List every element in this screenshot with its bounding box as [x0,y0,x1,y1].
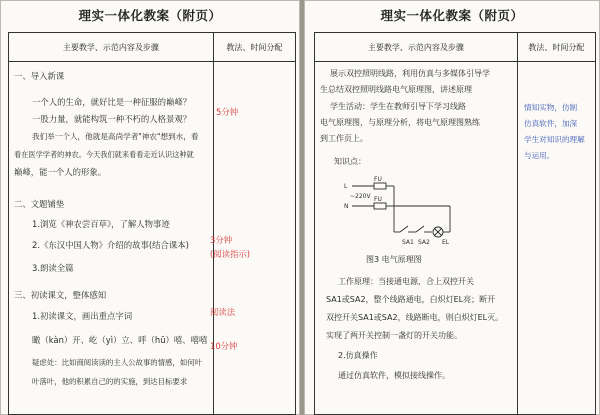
diagram-label-sa2: SA2 [418,239,430,246]
right-line-2: 学生活动：学生在教师引导下学习线路 [330,102,466,111]
left-line-8: 2.《东汉中国人物》介绍的故事(结合课本) [32,240,189,250]
right-line-11: 2.仿真操作 [338,351,378,360]
left-line-3: 我们举一个人，他就是高尚学者"神农"想到水，看 [32,132,199,141]
left-line-9: 3.朗读全篇 [32,263,74,273]
right-col-main-header: 主要教学、示范内容及步骤 [315,33,518,62]
left-note-4: 10分钟 [210,341,238,351]
left-line-7: 1.浏览《神农尝百草》，了解人物事迹 [32,219,170,229]
left-note-0: 5分钟 [216,107,239,117]
left-line-14: 叶落叶，他的积累自己的的实施，到达目标要求 [32,377,188,386]
right-col-time-header: 教法、时间分配 [517,33,595,62]
left-line-4: 看在医学学者的神农。今天我们就来看看走近认识这种就 [14,150,194,159]
left-page-title: 理实一体化教案（附页） [78,8,222,23]
right-line-12: 通过仿真软件，模拟接线操作。 [338,371,450,380]
left-col-main-header: 主要教学、示范内容及步骤 [9,33,214,62]
right-page-title: 理实一体化教案（附页） [380,8,524,23]
diagram-label-l: L [344,183,348,190]
left-note-3: 阅读法 [210,307,236,317]
diagram-label-fu1: FU [374,176,382,183]
right-note-2: 学生对知识的理解 [524,135,585,144]
left-note-1: 3分钟 [210,235,233,245]
diagram-label-fu2: FU [374,196,382,203]
left-line-0: 一、导入新课 [14,71,65,81]
left-line-13: 疑虑处：比如商阅读读的主人公故事的情感，如何叶 [32,358,202,367]
left-line-6: 二、文题铺垫 [14,199,65,209]
left-line-2: 一股力量，就能构筑一种不朽的人格景观？ [32,114,192,124]
right-line-9: 双控开关SA1或SA2，线路断电，则白炽灯EL灭。 [326,313,504,322]
left-col-time-header: 教法、时间分配 [213,33,295,62]
diagram-label-voltage: ~220V [350,193,371,200]
left-line-5: 巅峰，能一个人的形象。 [14,167,107,177]
diagram-label-n: N [344,203,349,210]
right-line-1: 生总结双控照明线路电气原理图，讲述原理 [320,85,472,94]
diagram-label-sa1: SA1 [402,239,414,246]
diagram-label-el: EL [442,239,450,246]
right-line-4: 到工作页上。 [320,134,368,143]
right-line-10: 实现了两开关控制一盏灯的开关功能。 [326,331,462,340]
left-line-12: 瞰（kàn）开、屹（yì）立、呼（hū）嘻、嘻嘻 [32,335,208,345]
right-note-1: 仿真软件，加深 [524,119,578,128]
right-page [304,0,600,415]
left-line-1: 一个人的生命，就好比是一种征服的巅峰？ [32,97,192,107]
left-line-11: 1.初读课文，画出重点字词 [32,311,133,321]
right-time-cell [517,62,595,415]
right-note-3: 与运用。 [524,151,555,160]
right-note-0: 情知实物，仿制 [524,103,578,112]
left-line-10: 三、初读课文，整体感知 [14,290,107,300]
right-line-8: SA1或SA2，整个线路通电，白炽灯EL亮；断开 [326,295,496,304]
right-figure-caption: 图3 电气原理图 [366,255,422,264]
right-line-5: 知识点： [334,157,366,166]
circuit-diagram [344,172,454,252]
right-line-7: 工作原理：当接通电源，合上双控开关 [338,277,474,286]
left-note-2: (阅读指示) [210,249,251,259]
right-line-0: 展示双控照明线路，利用仿真与多媒体引导学 [330,69,490,78]
right-line-3: 电气原理图，与原理分析，将电气原理图熟练 [320,118,480,127]
